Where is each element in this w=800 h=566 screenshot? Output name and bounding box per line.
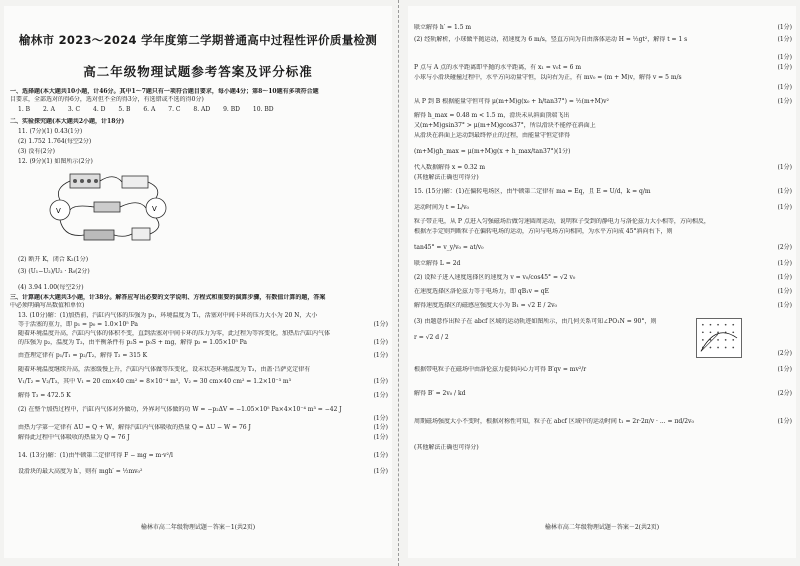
q13-line1: 13. (10分)解：(1)加热前，汽缸内气体的压强为 p₁，环境温度为 T₁，活塞对中间卡环的压力大小为 20 N，大小: [18, 312, 318, 319]
right-line-3: P 点与 A 点的水平距离即平抛的水平距离，有 x₁ = v₀t = 6 m: [414, 64, 582, 71]
answer-2: 2. A: [42, 106, 55, 113]
q15-line9: 解得速度选择区的磁感应强度大小为 B₁ = √2 E / 2v₀: [414, 302, 557, 309]
score-mark: (2分): [777, 244, 792, 251]
circuit-diagram: [44, 168, 174, 252]
q15-line12: 根据带电粒子在磁场中由洛伦兹力提供向心力可得 B′qv = mv²/r: [414, 366, 587, 373]
q15-line14: 周期磁场强度大小不变时，根据对称性可知，粒子在 abcf 区域中的运动时间 t₁ = 2r·2π/v · ... = πd/2v₀: [414, 418, 694, 425]
field-trajectory-diagram: [696, 318, 742, 358]
score-mark: (1分): [777, 288, 792, 295]
q15-line7: (2) 设粒子进入速度选择区的速度为 v = v₀/cos45° = √2 v₀: [414, 274, 576, 281]
score-mark: (1分): [373, 452, 388, 459]
q13-line9: (2) 在整个加热过程中，汽缸内气体对外做功，外界对气体做的功 W = −p₂ΔV = −1.05×10⁵ Pa×4×10⁻⁴ m³ = −42 J: [18, 406, 342, 413]
q13-line8: 解得 T₃ = 472.5 K: [18, 392, 71, 399]
answer-3: 3. C: [67, 106, 81, 113]
score-mark: (1分): [777, 366, 792, 373]
document-subtitle: 高二年级物理试题参考答案及评分标准: [83, 64, 313, 79]
q15-line3: 粒子带正电，从 P 点进入匀强磁场后做匀速圆周运动，说明粒子受到的静电力与洛伦兹力大小相等，方向相反，: [414, 218, 710, 225]
q14-line2: 设滑块的最大高度为 h′，则有 mgh′ = ½mv₀²: [18, 468, 143, 475]
score-mark: (1分): [777, 54, 792, 61]
score-mark: (1分): [777, 36, 792, 43]
score-mark: (1分): [777, 260, 792, 267]
choice-answers: [18, 106, 285, 113]
answer-page-1: [4, 6, 392, 558]
section-3-heading: 三、计算题(本大题共3小题，计38分。解答应写出必要的文字说明、方程式和重要的演算步骤，有数值计算的题，答案: [10, 294, 326, 301]
q13-line3: 随着环境温度升高，汽缸内气体的体积不变，直到活塞对中间卡环的压力为零，此过程为等容变化，加热后汽缸内气体: [18, 330, 331, 337]
q13-line4: 的压强为 p₂，温度为 T₂，由平衡条件有 p₂S = p₀S + mg，解得 p₂ = 1.05×10⁵ Pa: [18, 339, 247, 346]
q15-line4: 根据左手定则判断粒子在偏转电场的运动，方向与电场方向相同，为水平方向成 45°斜向右下，则: [414, 228, 673, 235]
score-mark: (1分): [777, 204, 792, 211]
score-mark: (1分): [373, 378, 388, 385]
q13-line10: 由热力学第一定律有 ΔU = Q + W，解得汽缸内气体吸收的热量 Q = ΔU − W = 76 J: [18, 424, 251, 431]
score-mark: (1分): [777, 98, 792, 105]
score-mark: (1分): [777, 64, 792, 71]
q12-part4: (4) 3.94 1.00(每空2分): [18, 284, 84, 291]
score-mark: (2分): [777, 390, 792, 397]
score-mark: (1分): [373, 339, 388, 346]
q11-part3: (3) 没有(2分): [18, 148, 55, 155]
page-footer: 榆林市高二年级物理试题－答案－2(共2页): [544, 524, 660, 531]
score-mark: (1分): [373, 468, 388, 475]
score-mark: (1分): [777, 418, 792, 425]
q15-line2: 运动时间为 t = L/v₀: [414, 204, 469, 211]
answer-5: 5. B: [118, 106, 131, 113]
score-mark: (1分): [373, 352, 388, 359]
right-line-11: (其他解法正确也可得分): [414, 174, 479, 181]
q13-line11: 解得此过程中气体吸收的热量为 Q = 76 J: [18, 434, 130, 441]
section-3-note: 中必须明确写出数值和单位): [10, 302, 85, 309]
score-mark: (1分): [373, 392, 388, 399]
score-mark: (1分): [777, 164, 792, 171]
page-footer: 榆林市高二年级物理试题－答案－1(共2页): [140, 524, 256, 531]
score-mark: (1分): [777, 274, 792, 281]
right-line-5: 从 P 到 B 根据能量守恒可得 μ(m+M)g(x₀ + h/tan37°) = ½(m+M)v²: [414, 98, 609, 105]
answer-7: 7. C: [168, 106, 181, 113]
answer-9: 9. BD: [223, 106, 240, 113]
q15-line10: (3) 由题意作出粒子在 abcf 区域的运动轨迹如图所示，由几何关系可知∠PO₁N = 90°，则: [414, 318, 657, 325]
q15-line13: 解得 B′ = 2v₀ / kd: [414, 390, 466, 397]
q15-line15: (其他解法正确也可得分): [414, 444, 479, 451]
q12-part1: 12. (9分)(1) 如图所示(2分): [18, 158, 93, 165]
score-mark: (1分): [777, 188, 792, 195]
answer-4: 4. D: [93, 106, 106, 113]
right-line-8: 从滑块在斜面上运动到最终停止的过程，由能量守恒定律得: [414, 132, 571, 139]
q13-line5: 由查理定律有 p₁/T₁ = p₂/T₂，解得 T₂ = 315 K: [18, 352, 148, 359]
score-mark: (1分): [373, 434, 388, 441]
right-line-10: 代入数据解得 x = 0.32 m: [414, 164, 486, 171]
score-mark: (1分): [373, 321, 388, 328]
q15-line6: 联立解得 L = 2d: [414, 260, 461, 267]
q15-line8: 在速度选择区洛伦兹力等于电场力，即 qB₁v = qE: [414, 288, 550, 295]
right-line-9: (m+M)gh_max = μ(m+M)g(x + h_max/tan37°)(1分): [414, 148, 571, 155]
answer-8: 8. AD: [193, 106, 211, 113]
q11-part1: 11. (7分)(1) 0.43(1分): [18, 128, 83, 135]
score-mark: (1分): [777, 84, 792, 91]
q15-line11: r = √2 d / 2: [414, 334, 449, 341]
answer-10: 10. BD: [252, 106, 274, 113]
right-line-6: 解得 h_max = 0.48 m < 1.5 m，滑块未从斜面顶端飞出: [414, 112, 570, 119]
q15-line5: tan45° = v_y/v₀ = at/v₀: [414, 244, 484, 251]
svg-text:V: V: [152, 205, 157, 213]
answer-page-2: [408, 6, 796, 558]
page-divider: [398, 0, 399, 566]
right-line-2: (2) 经轨解析，小球做平抛运动，初速度为 6 m/s，竖直方向为自由落体运动 H = ½gt²，解得 t = 1 s: [414, 36, 688, 43]
score-mark: (1分): [373, 424, 388, 431]
q15-line1: 15. (15分)解：(1)在偏转电场区，由牛顿第二定律有 ma = Eq，且 E = U/d，k = q/m: [414, 188, 651, 195]
right-line-1: 联立解得 h′ = 1.5 m: [414, 24, 472, 31]
q14-line1: 14. (13分)解：(1)由牛顿第二定律可得 F − mg = m·v²/l: [18, 452, 173, 459]
score-mark: (1分): [777, 302, 792, 309]
section-2-heading: 二、实验探究题(本大题共2小题，计18分): [10, 118, 125, 125]
q13-line6: 随着环境温度继续升高，活塞缓慢上升，汽缸内气体做等压变化，设末状态环境温度为 T₃，由盖·吕萨克定律有: [18, 366, 311, 373]
answer-6: 6. A: [143, 106, 156, 113]
q12-part3: (3) (U₁−U₂)/U₂ · R₀(2分): [18, 268, 90, 275]
document-title: 榆林市 2023～2024 学年度第二学期普通高中过程性评价质量检测: [18, 33, 378, 47]
right-line-7: 又(m+M)gsin37° > μ(m+M)gcos37°，所以滑块不能停在斜面上: [414, 122, 596, 129]
right-line-4: 小球与小滑块碰撞过程中，水平方向动量守恒，以向右为正，有 mv₀ = (m + M)v，解得 v = 5 m/s: [414, 74, 682, 81]
q11-part2: (2) 1.752 1.764(每空2分): [18, 138, 92, 145]
score-mark: (2分): [777, 350, 792, 357]
svg-text:V: V: [56, 207, 61, 215]
score-mark: (1分): [777, 24, 792, 31]
score-mark: (1分): [373, 415, 388, 422]
section-1-note: 目要求，全部选对的得6分，选对但不全的得3分，有选错或不选的得0分): [10, 96, 204, 103]
section-1-heading: 一、选择题(本大题共10小题，计46分。其中1～7题只有一项符合题目要求，每小题4分；第8～10题有多项符合题: [10, 88, 319, 95]
answer-1: 1. B: [18, 106, 31, 113]
q12-part2: (2) 断开 K，闭合 K₂(1分): [18, 256, 89, 263]
q13-line7: V₁/T₂ = V₂/T₃，其中 V₁ = 20 cm×40 cm² = 8×10⁻⁴ m³，V₂ = 30 cm×40 cm² = 1.2×10⁻³ m³: [18, 378, 291, 385]
q13-line2: 等于活塞的重力，即 p₁ = p₀ = 1.0×10⁵ Pa: [18, 321, 138, 328]
